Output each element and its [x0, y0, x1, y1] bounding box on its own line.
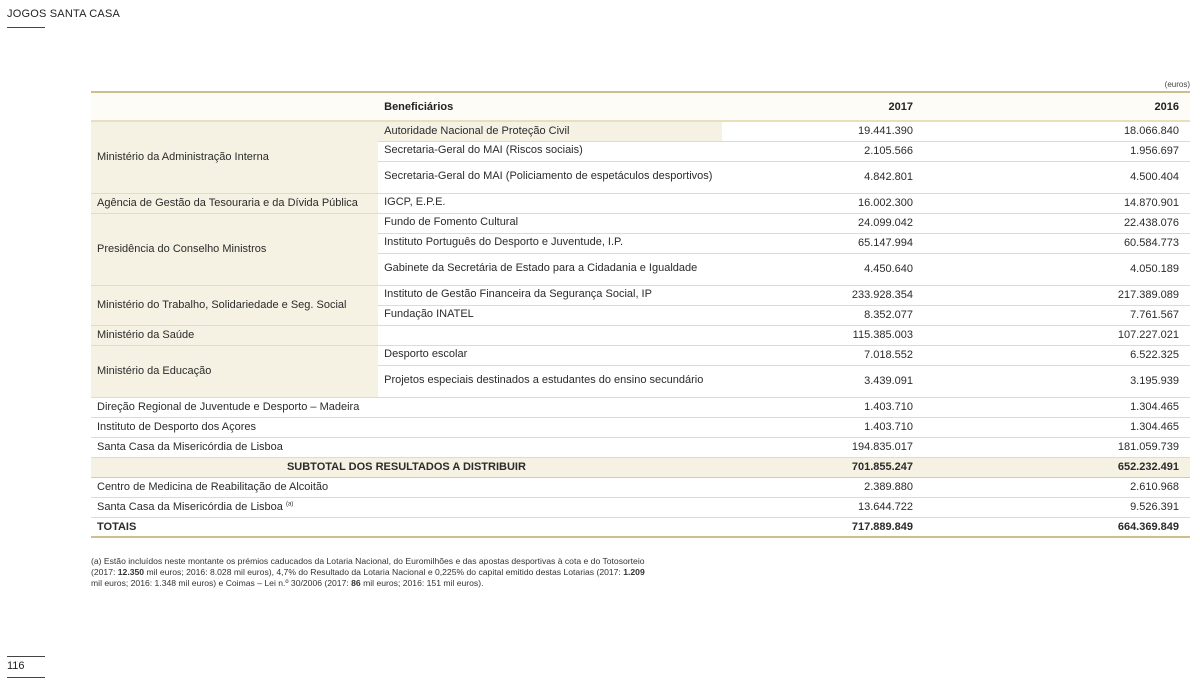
beneficiary-cell	[378, 325, 722, 345]
page-number-rule-bottom	[7, 677, 45, 678]
units-label: (euros)	[1164, 80, 1190, 89]
beneficiary-cell: Secretaria-Geral do MAI (Policiamento de espetáculos desportivos)	[378, 161, 722, 193]
beneficiary-cell: IGCP, E.P.E.	[378, 193, 722, 213]
value-2017: 7.018.552	[722, 345, 919, 365]
beneficiary-cell: Instituto Português do Desporto e Juventude, I.P.	[378, 233, 722, 253]
value-2016: 4.500.404	[919, 161, 1190, 193]
totals-2016: 664.369.849	[919, 517, 1190, 537]
value-2017: 65.147.994	[722, 233, 919, 253]
totals-row	[91, 517, 1190, 537]
footnote-marker: (a)	[285, 501, 294, 508]
beneficiary-cell: Gabinete da Secretária de Estado para a Cidadania e Igualdade	[378, 253, 722, 285]
footnote-text: mil euros; 2016: 8.028 mil euros), 4,7% do Resultado da Lotaria Nacional e 0,225% do capital emitido destas Lotarias (2017:	[144, 567, 624, 577]
value-2016: 1.304.465	[919, 397, 1190, 417]
footnote-text: mil euros; 2016: 1.348 mil euros) e Coimas – Lei n.º 30/2006 (2017:	[91, 578, 352, 588]
value-2017: 19.441.390	[722, 121, 919, 141]
footnote-text: (a) Estão incluídos neste montante os prémios caducados da Lotaria Nacional, do Euromilhões e das apostas desportivas à cota e do Totosorteio (2017:	[91, 556, 645, 577]
page-number: 116	[7, 660, 25, 672]
table-row	[91, 285, 1190, 305]
value-2017: 4.450.640	[722, 253, 919, 285]
value-2016: 4.050.189	[919, 253, 1190, 285]
table-row	[91, 121, 1190, 141]
beneficiary-cell: Projetos especiais destinados a estudantes do ensino secundário	[378, 365, 722, 397]
footnote-bold: 1.209	[623, 567, 645, 577]
table-row	[91, 325, 1190, 345]
value-2016: 1.956.697	[919, 141, 1190, 161]
header-blank	[91, 92, 378, 121]
totals-label: TOTAIS	[91, 517, 722, 537]
document-header: JOGOS SANTA CASA	[7, 8, 121, 20]
value-2017: 16.002.300	[722, 193, 919, 213]
table-header-row	[91, 92, 1190, 121]
beneficiary-cell: Fundo de Fomento Cultural	[378, 213, 722, 233]
value-2016: 7.761.567	[919, 305, 1190, 325]
table-row	[91, 437, 1190, 457]
value-2016: 22.438.076	[919, 213, 1190, 233]
entity-cell: Instituto de Desporto dos Açores	[91, 417, 722, 437]
value-2017: 115.385.003	[722, 325, 919, 345]
value-2016: 60.584.773	[919, 233, 1190, 253]
value-2017: 233.928.354	[722, 285, 919, 305]
entity-cell	[91, 497, 722, 517]
value-2016: 107.227.021	[919, 325, 1190, 345]
beneficiary-cell: Fundação INATEL	[378, 305, 722, 325]
header-rule	[7, 27, 45, 28]
beneficiaries-table	[91, 91, 1190, 538]
value-2016: 181.059.739	[919, 437, 1190, 457]
value-2016: 9.526.391	[919, 497, 1190, 517]
table-row	[91, 417, 1190, 437]
value-2017: 2.389.880	[722, 477, 919, 497]
entity-cell: Agência de Gestão da Tesouraria e da Dívida Pública	[91, 193, 378, 213]
beneficiary-cell: Instituto de Gestão Financeira da Segurança Social, IP	[378, 285, 722, 305]
beneficiary-cell: Secretaria-Geral do MAI (Riscos sociais)	[378, 141, 722, 161]
footnote-text: mil euros; 2016: 151 mil euros).	[360, 578, 484, 588]
entity-cell: Ministério do Trabalho, Solidariedade e Seg. Social	[91, 285, 378, 325]
header-beneficiaries: Beneficiários	[378, 92, 722, 121]
value-2016: 6.522.325	[919, 345, 1190, 365]
value-2017: 3.439.091	[722, 365, 919, 397]
header-2016: 2016	[919, 92, 1190, 121]
subtotal-label: SUBTOTAL DOS RESULTADOS A DISTRIBUIR	[91, 457, 722, 477]
value-2017: 24.099.042	[722, 213, 919, 233]
header-2017: 2017	[722, 92, 919, 121]
table-row	[91, 477, 1190, 497]
value-2017: 2.105.566	[722, 141, 919, 161]
page-number-rule-top	[7, 656, 45, 657]
entity-cell: Presidência do Conselho Ministros	[91, 213, 378, 285]
table-row	[91, 213, 1190, 233]
footnote	[91, 556, 651, 589]
table-row	[91, 193, 1190, 213]
value-2016: 2.610.968	[919, 477, 1190, 497]
value-2017: 8.352.077	[722, 305, 919, 325]
entity-label: Santa Casa da Misericórdia de Lisboa	[97, 501, 283, 513]
value-2017: 4.842.801	[722, 161, 919, 193]
subtotal-row	[91, 457, 1190, 477]
value-2016: 1.304.465	[919, 417, 1190, 437]
table-row	[91, 345, 1190, 365]
value-2017: 1.403.710	[722, 417, 919, 437]
value-2016: 14.870.901	[919, 193, 1190, 213]
entity-cell: Centro de Medicina de Reabilitação de Alcoitão	[91, 477, 722, 497]
subtotal-2016: 652.232.491	[919, 457, 1190, 477]
totals-2017: 717.889.849	[722, 517, 919, 537]
entity-cell: Santa Casa da Misericórdia de Lisboa	[91, 437, 722, 457]
beneficiary-cell: Desporto escolar	[378, 345, 722, 365]
entity-cell: Ministério da Saúde	[91, 325, 378, 345]
entity-cell: Ministério da Educação	[91, 345, 378, 397]
value-2016: 18.066.840	[919, 121, 1190, 141]
footnote-bold: 86	[351, 578, 361, 588]
subtotal-2017: 701.855.247	[722, 457, 919, 477]
beneficiary-cell: Autoridade Nacional de Proteção Civil	[378, 121, 722, 141]
table-row	[91, 497, 1190, 517]
entity-cell: Direção Regional de Juventude e Desporto – Madeira	[91, 397, 722, 417]
value-2017: 194.835.017	[722, 437, 919, 457]
value-2017: 1.403.710	[722, 397, 919, 417]
table-row	[91, 397, 1190, 417]
footnote-bold: 12.350	[117, 567, 145, 577]
value-2016: 217.389.089	[919, 285, 1190, 305]
value-2016: 3.195.939	[919, 365, 1190, 397]
value-2017: 13.644.722	[722, 497, 919, 517]
entity-cell: Ministério da Administração Interna	[91, 121, 378, 193]
